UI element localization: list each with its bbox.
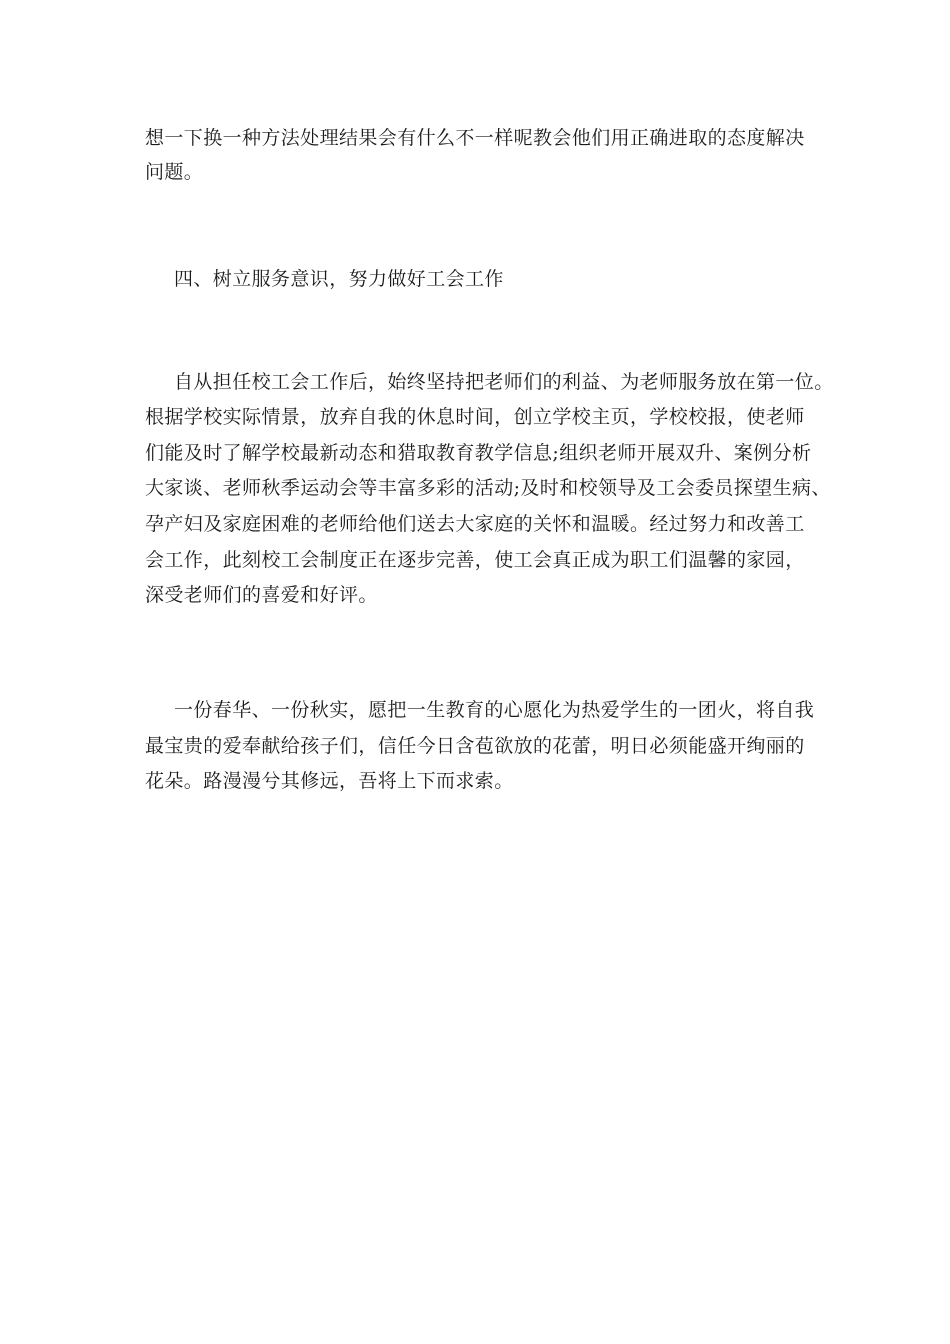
paragraph-2-line-1: 自从担任校工会工作后，始终坚持把老师们的利益、为老师服务放在第一位。 (174, 371, 834, 393)
paragraph-3-line-2: 最宝贵的爱奉献给孩子们，信任今日含苞欲放的花蕾，明日必须能盛开绚丽的 (145, 735, 805, 757)
paragraph-2-line-3: 们能及时了解学校最新动态和猎取教育教学信息;组织老师开展双升、案例分析 (145, 442, 812, 464)
paragraph-1-line-2: 问题。 (145, 161, 204, 183)
paragraph-3-line-3: 花朵。路漫漫兮其修远，吾将上下而求索。 (145, 770, 514, 792)
paragraph-2-line-2: 根据学校实际情景，放弃自我的休息时间，创立学校主页，学校校报，使老师 (145, 406, 805, 428)
section-heading: 四、树立服务意识，努力做好工会工作 (174, 268, 504, 290)
paragraph-2-line-5: 孕产妇及家庭困难的老师给他们送去大家庭的关怀和温暖。经过努力和改善工 (145, 513, 805, 535)
paragraph-1-line-1: 想一下换一种方法处理结果会有什么不一样呢教会他们用正确进取的态度解决 (145, 127, 805, 149)
paragraph-3-line-1: 一份春华、一份秋实，愿把一生教育的心愿化为热爱学生的一团火，将自我 (174, 699, 815, 721)
paragraph-2-line-6: 会工作，此刻校工会制度正在逐步完善，使工会真正成为职工们温馨的家园， (145, 549, 805, 571)
paragraph-2-line-4: 大家谈、老师秋季运动会等丰富多彩的活动;及时和校领导及工会委员探望生病、 (145, 477, 831, 499)
paragraph-2-line-7: 深受老师们的喜爱和好评。 (145, 584, 378, 606)
